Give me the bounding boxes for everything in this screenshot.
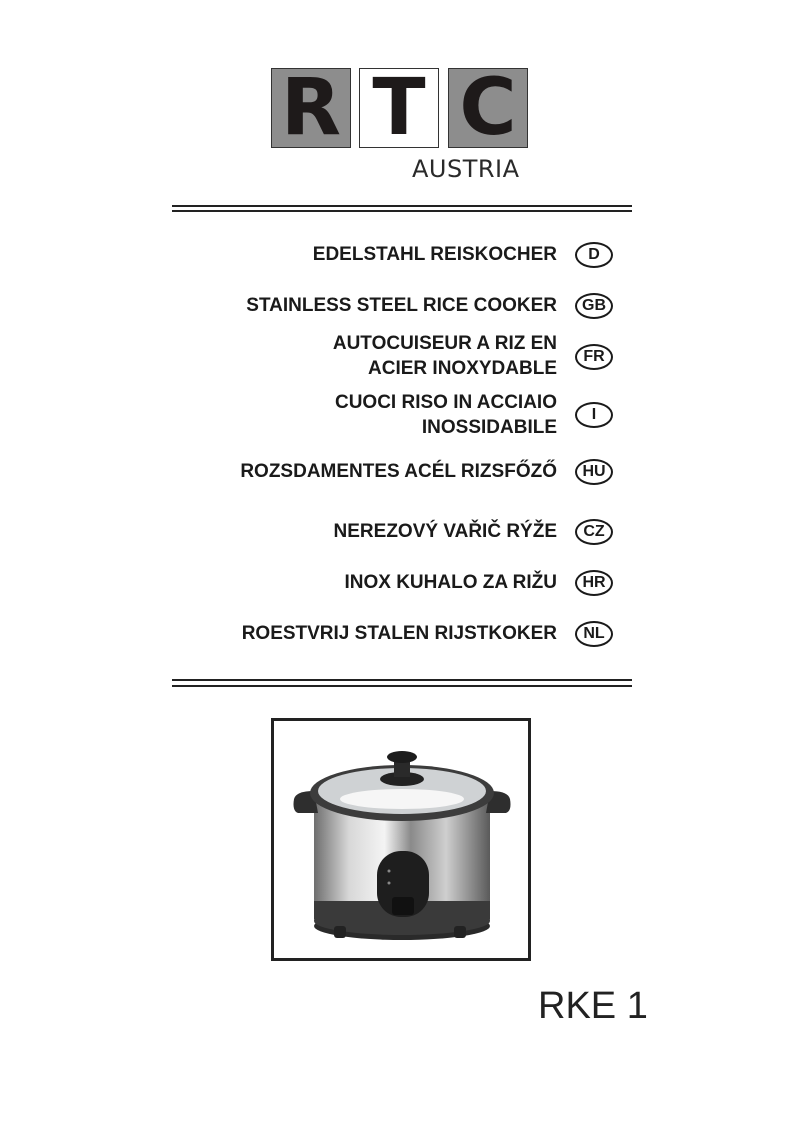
- lang-badge-d: D: [575, 242, 613, 268]
- title-it: [335, 390, 557, 440]
- logo-subtitle: AUSTRIA: [412, 155, 520, 183]
- title-line: AUTOCUISEUR A RIZ EN: [332, 333, 557, 354]
- title-cz: [334, 519, 557, 544]
- title-line: ROESTVRIJ STALEN RIJSTKOKER: [241, 623, 557, 644]
- title-line: STAINLESS STEEL RICE COOKER: [246, 295, 557, 316]
- lang-badge-hu: HU: [575, 459, 613, 485]
- title-line: INOX KUHALO ZA RIŽU: [344, 572, 557, 593]
- title-line: ROZSDAMENTES ACÉL RIZSFŐZŐ: [240, 461, 557, 482]
- divider-bottom-2: [172, 685, 632, 687]
- lang-badge-hr: HR: [575, 570, 613, 596]
- title-fr: [333, 331, 557, 381]
- product-photo: [271, 718, 531, 961]
- divider-top-1: [172, 205, 632, 207]
- title-line: ACIER INOXYDABLE: [368, 358, 557, 379]
- title-nl: [242, 621, 557, 646]
- title-line: EDELSTAHL REISKOCHER: [312, 244, 557, 265]
- logo-letter-t: T: [359, 68, 439, 148]
- title-gb: [246, 293, 557, 318]
- title-line: NEREZOVÝ VAŘIČ RÝŽE: [333, 521, 557, 542]
- lang-badge-cz: CZ: [575, 519, 613, 545]
- logo-letter-r: R: [271, 68, 351, 148]
- divider-bottom-1: [172, 679, 632, 681]
- divider-top-2: [172, 210, 632, 212]
- model-number: RKE 1: [538, 985, 648, 1027]
- logo-letter-c: C: [448, 68, 528, 148]
- title-de: [313, 242, 557, 267]
- title-line: INOSSIDABILE: [421, 417, 557, 438]
- lang-badge-gb: GB: [575, 293, 613, 319]
- lang-badge-fr: FR: [575, 344, 613, 370]
- lang-badge-i: I: [575, 402, 613, 428]
- rice-cooker-image: [274, 721, 528, 958]
- title-hr: [344, 570, 557, 595]
- title-line: CUOCI RISO IN ACCIAIO: [334, 392, 557, 413]
- lang-badge-nl: NL: [575, 621, 613, 647]
- title-hu: [240, 459, 557, 484]
